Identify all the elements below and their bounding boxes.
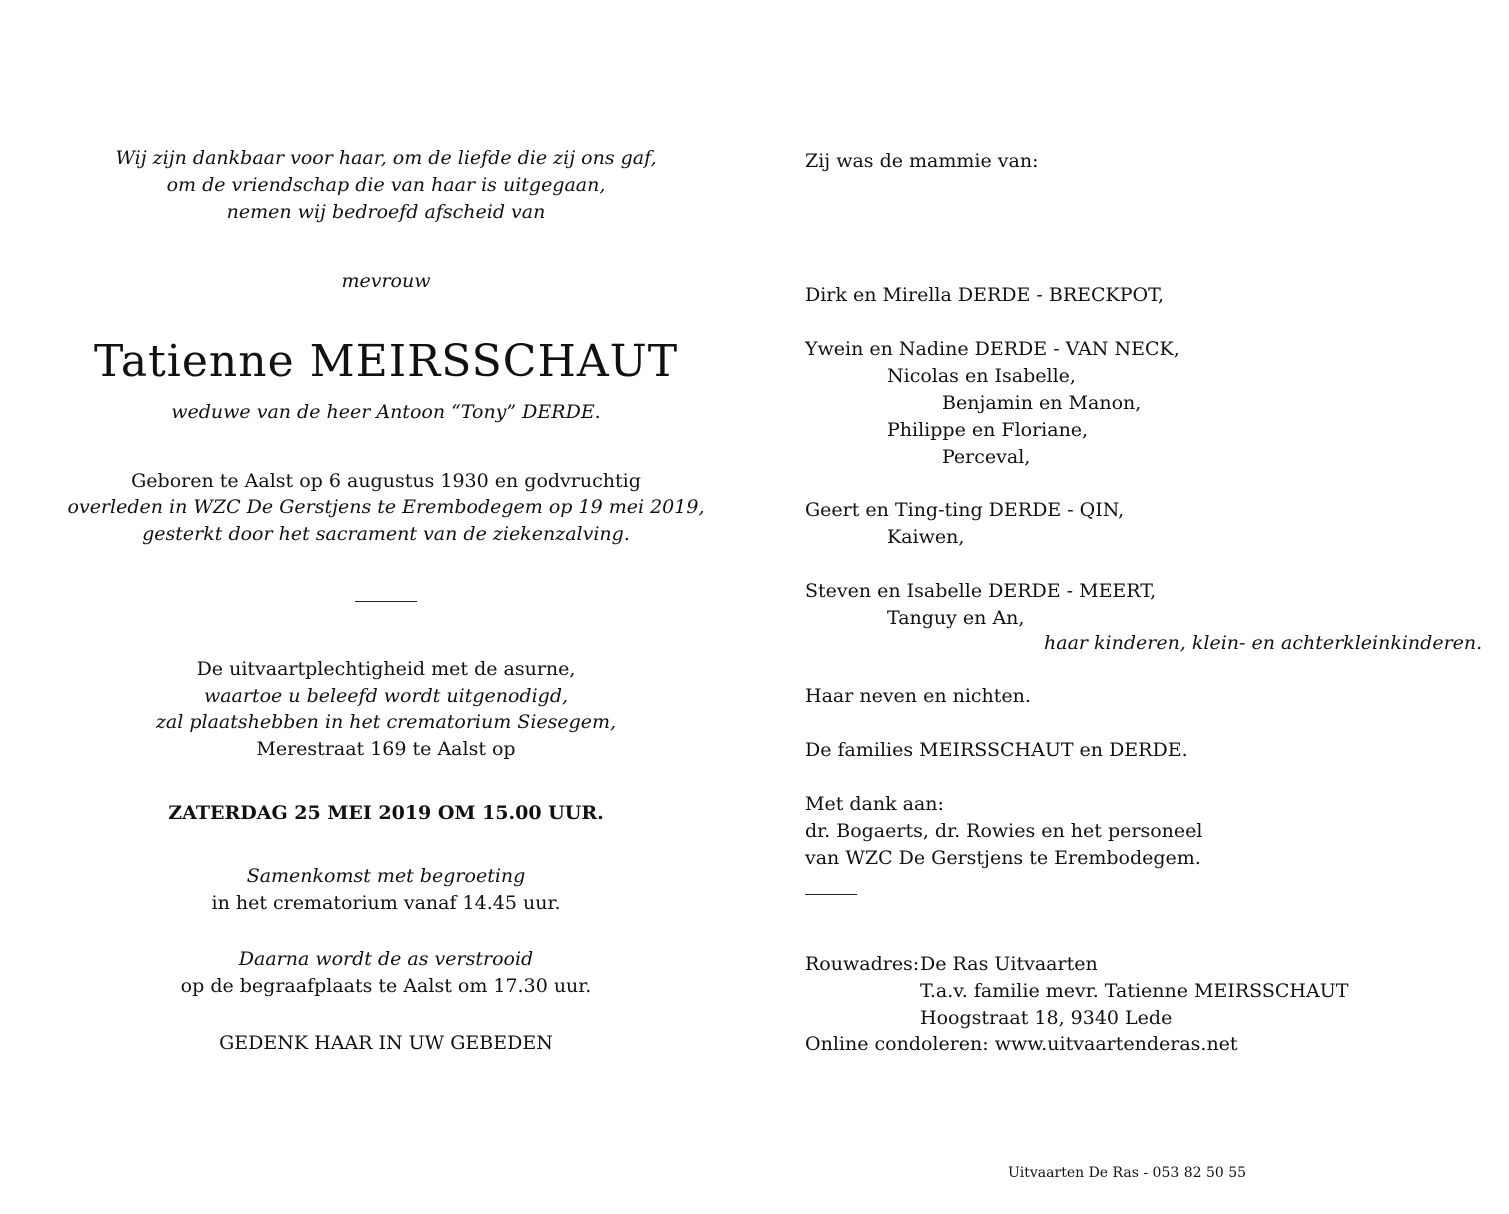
family-steven: Steven en Isabelle DERDE - MEERT, xyxy=(805,580,1157,602)
family-philippe: Philippe en Floriane, xyxy=(887,419,1089,441)
family-benjamin: Benjamin en Manon, xyxy=(942,392,1142,414)
thanks-line-3: van WZC De Gerstjens te Erembodegem. xyxy=(805,847,1201,869)
family-ywein: Ywein en Nadine DERDE - VAN NECK, xyxy=(805,338,1180,360)
ceremony-line-2: waartoe u beleefd wordt uitgenodigd, xyxy=(203,685,569,707)
gathering-line-2: in het crematorium vanaf 14.45 uur. xyxy=(211,892,561,914)
address-label: Rouwadres: xyxy=(805,953,920,975)
divider-left xyxy=(355,601,417,602)
gathering-line-1: Samenkomst met begroeting xyxy=(246,865,526,887)
thanks-line-1: Met dank aan: xyxy=(805,793,944,815)
family-nicolas: Nicolas en Isabelle, xyxy=(887,365,1076,387)
scattering-line-1: Daarna wordt de as verstrooid xyxy=(238,948,534,970)
intro-line-1: Wij zijn dankbaar voor haar, om de liefde die zij ons gaf, xyxy=(115,147,657,169)
address-line-1: De Ras Uitvaarten xyxy=(920,953,1098,975)
families-line: De families MEIRSSCHAUT en DERDE. xyxy=(805,739,1188,761)
family-perceval: Perceval, xyxy=(942,446,1031,468)
intro-line-3: nemen wij bedroefd afscheid van xyxy=(226,201,546,223)
address-line-3: Hoogstraat 18, 9340 Lede xyxy=(920,1007,1173,1029)
ceremony-date: ZATERDAG 25 MEI 2019 OM 15.00 UUR. xyxy=(168,802,604,824)
birth-death-line-3: gesterkt door het sacrament van de ziekenzalving. xyxy=(142,523,630,545)
scattering-line-2: op de begraafplaats te Aalst om 17.30 uur. xyxy=(180,975,592,997)
family-tanguy: Tanguy en An, xyxy=(887,607,1025,629)
intro-line-2: om de vriendschap die van haar is uitgegaan, xyxy=(166,174,606,196)
family-kaiwen: Kaiwen, xyxy=(887,526,965,548)
thanks-line-2: dr. Bogaerts, dr. Rowies en het personeel xyxy=(805,820,1203,842)
divider-right xyxy=(805,894,857,895)
ceremony-line-3: zal plaatshebben in het crematorium Siesegem, xyxy=(155,711,617,733)
widow-of: weduwe van de heer Antoon “Tony” DERDE. xyxy=(171,401,601,423)
title-word: mevrouw xyxy=(341,270,431,292)
ceremony-line-1: De uitvaartplechtigheid met de asurne, xyxy=(196,658,576,680)
family-geert: Geert en Ting-ting DERDE - QIN, xyxy=(805,499,1125,521)
birth-death-line-1: Geboren te Aalst op 6 augustus 1930 en godvruchtig xyxy=(131,470,641,492)
ceremony-line-4: Merestraat 169 te Aalst op xyxy=(256,738,516,760)
address-line-2: T.a.v. familie mevr. Tatienne MEIRSSCHAUT xyxy=(920,980,1349,1002)
online-condolence: Online condoleren: www.uitvaartenderas.net xyxy=(805,1033,1238,1055)
closing-line: GEDENK HAAR IN UW GEBEDEN xyxy=(219,1032,553,1054)
family-dirk: Dirk en Mirella DERDE - BRECKPOT, xyxy=(805,284,1165,306)
birth-death-line-2: overleden in WZC De Gerstjens te Erembodegem op 19 mei 2019, xyxy=(67,496,705,518)
mother-of: Zij was de mammie van: xyxy=(805,150,1039,172)
deceased-name: Tatienne MEIRSSCHAUT xyxy=(93,336,679,387)
nephews-line: Haar neven en nichten. xyxy=(805,685,1031,707)
footer-contact: Uitvaarten De Ras - 053 82 50 55 xyxy=(1008,1165,1247,1181)
family-kids-note: haar kinderen, klein- en achterkleinkinderen. xyxy=(1044,632,1483,654)
